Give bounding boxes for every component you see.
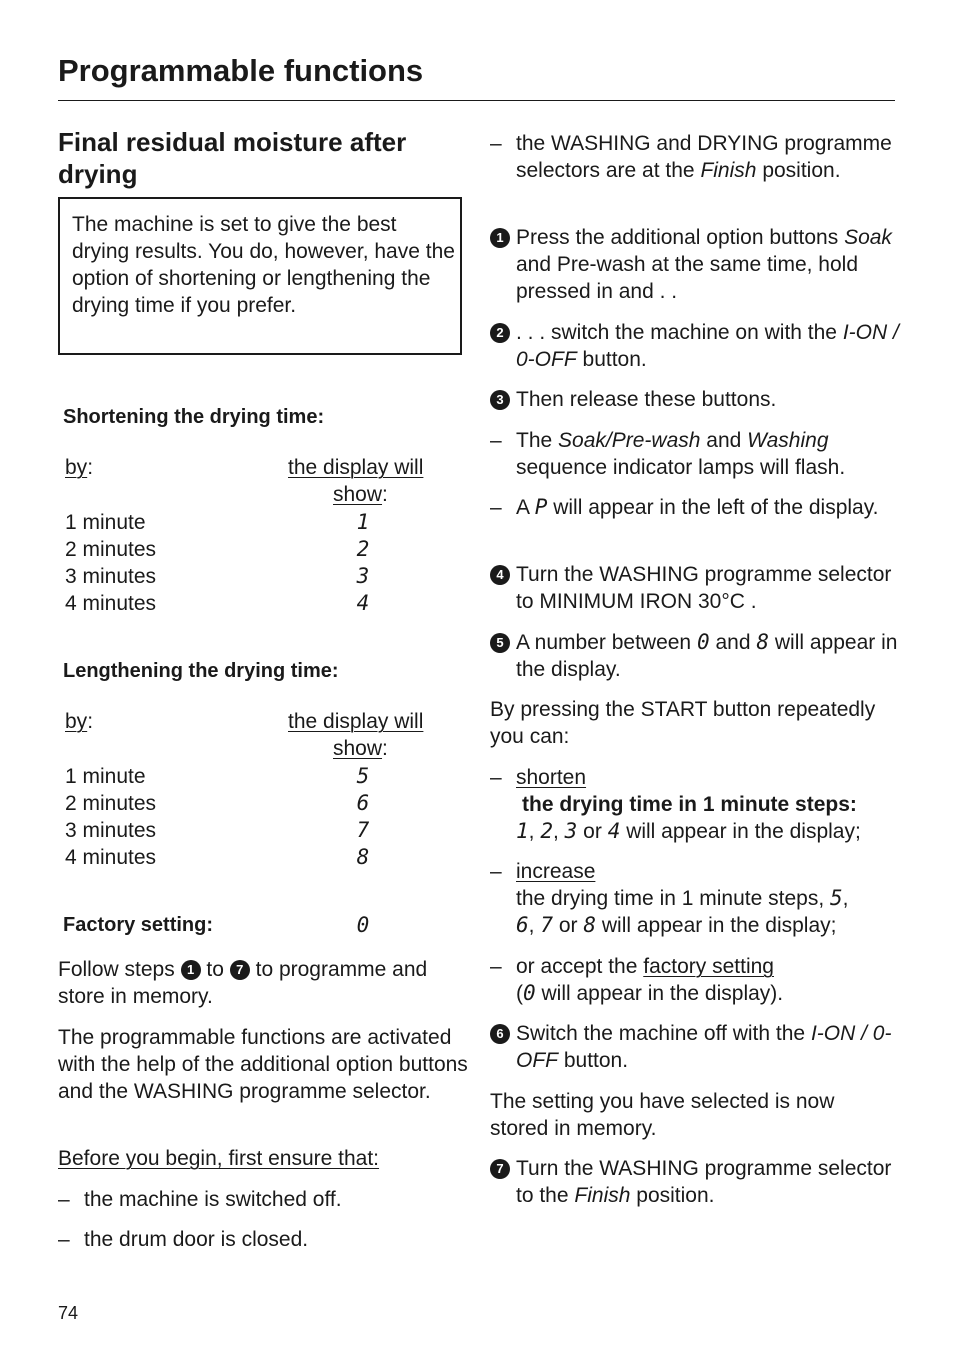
page-title: Programmable functions [58, 53, 424, 88]
section-heading: Final residual moisture after drying [58, 127, 407, 189]
info-box-text: The machine is set to give the best drying results. You do, however, have the option of shortening or lengthening the drying time if you prefer. [72, 213, 455, 317]
lengthen-display: 8 [356, 845, 370, 869]
shorten-col-display-2: show [333, 483, 383, 506]
lengthen-display: 5 [356, 764, 370, 788]
step-3-icon: 3 [490, 390, 510, 410]
step-1-icon: 1 [490, 228, 510, 248]
ensure-item: – the drum door is closed. [58, 1228, 309, 1251]
shorten-title: Shortening the drying time: [63, 406, 325, 428]
step-5: 5 A number between 0 and 8 will appear in the display. [490, 629, 910, 683]
step-2-icon: 2 [490, 323, 510, 343]
step-7: 7 Turn the WASHING programme selector to the Finish position. [490, 1155, 910, 1209]
header-rule [58, 100, 895, 101]
follow-steps-text: Follow steps 1 to 7 to programme and store in memory. [58, 958, 428, 1008]
lengthen-col-by: by [65, 710, 88, 733]
stored-text: The setting you have selected is now stored in memory. [490, 1090, 835, 1140]
factory-value: 0 [356, 913, 370, 937]
lengthen-by: 4 minutes [65, 846, 157, 869]
ensure-item: – the machine is switched off. [58, 1188, 342, 1211]
lengthen-display: 6 [356, 791, 370, 815]
step-5-icon: 5 [490, 633, 510, 653]
page-number: 74 [58, 1303, 79, 1323]
shorten-by: 3 minutes [65, 565, 157, 588]
info-box [58, 197, 462, 355]
lengthen-col-display-1: the display will [288, 710, 424, 733]
shorten-display: 3 [356, 564, 370, 588]
p-display-item: – A P will appear in the left of the display. [490, 495, 879, 519]
shorten-by: 1 minute [65, 511, 146, 534]
option-shorten: – shorten the drying time in 1 minute steps: 1, 2, 3 or 4 will appear in the display; [490, 766, 861, 843]
step-2: 2 . . . switch the machine on with the I-ON / 0-OFF button. [490, 319, 910, 373]
lengthen-by: 2 minutes [65, 792, 157, 815]
step-6: 6 Switch the machine off with the I-ON / 0-OFF button. [490, 1020, 910, 1074]
factory-label: Factory setting: [63, 914, 214, 936]
lengthen-title: Lengthening the drying time: [63, 660, 339, 682]
shorten-by: 4 minutes [65, 592, 157, 615]
step-4-icon: 4 [490, 565, 510, 585]
lengthen-col-display-2: show [333, 737, 383, 760]
step-7-icon: 7 [490, 1159, 510, 1179]
step-3: 3 Then release these buttons. [490, 386, 910, 413]
step-1: 1 Press the additional option buttons Soak and Pre-wash at the same time, hold pressed in and . . [490, 224, 910, 305]
activated-text: The programmable functions are activated with the help of the additional option buttons and the WASHING programme selector. [58, 1026, 468, 1103]
step-7-icon: 7 [230, 960, 250, 980]
option-increase: – increase the drying time in 1 minute steps, 5, 6, 7 or 8 will appear in the display; [490, 860, 849, 937]
ensure-item: – the WASHING and DRYING programme selectors are at the Finish position. [490, 132, 892, 182]
step-1-icon: 1 [181, 960, 201, 980]
pressing-text: By pressing the START button repeatedly you can: [490, 698, 876, 748]
shorten-display: 1 [356, 510, 370, 534]
shorten-col-display-1: the display will [288, 456, 424, 479]
shorten-display: 2 [356, 537, 370, 561]
shorten-by: 2 minutes [65, 538, 157, 561]
lengthen-by: 1 minute [65, 765, 146, 788]
shorten-col-by: by [65, 456, 88, 479]
shorten-display: 4 [356, 591, 370, 615]
lengthen-display: 7 [356, 818, 370, 842]
before-begin-text: Before you begin, first ensure that: [58, 1147, 380, 1170]
step-6-icon: 6 [490, 1024, 510, 1044]
step-4: 4 Turn the WASHING programme selector to MINIMUM IRON 30°C . [490, 561, 910, 615]
option-accept: – or accept the factory setting (0 will appear in the display). [490, 955, 784, 1005]
lengthen-by: 3 minutes [65, 819, 157, 842]
flash-item: – The Soak/Pre-wash and Washing sequence indicator lamps will flash. [490, 429, 846, 479]
